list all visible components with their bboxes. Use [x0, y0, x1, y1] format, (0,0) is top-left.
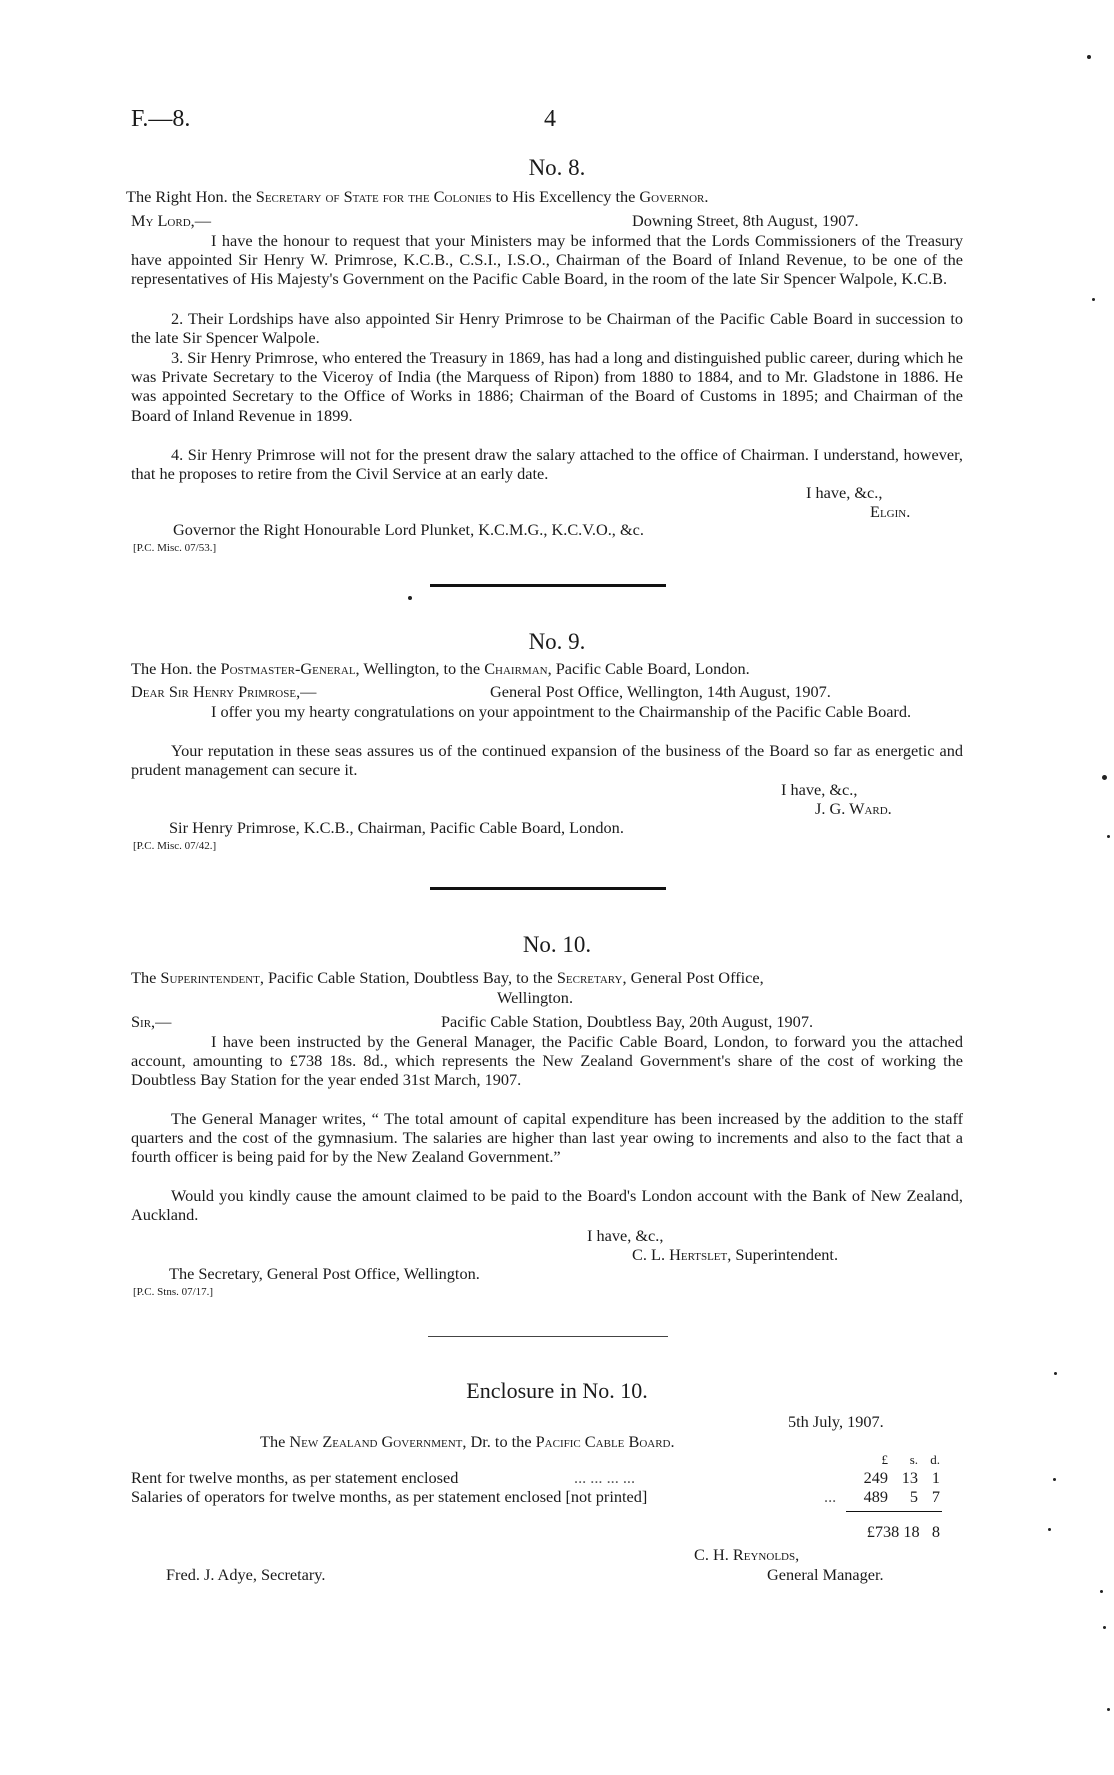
letter-8-signature: Elgin.: [870, 502, 911, 521]
account-row-pounds: 249: [863, 1468, 888, 1487]
enclosure-title: Enclosure in No. 10.: [466, 1378, 648, 1403]
scan-speck: [1100, 1590, 1103, 1593]
account-row-pence: 1: [931, 1468, 940, 1487]
letter-9-paragraph-1: I offer you my hearty congratulations on your appointment to the Chairmanship of the Pacific Cable Board.: [211, 702, 912, 721]
scan-speck: [408, 596, 412, 600]
letter-9-addressee: Sir Henry Primrose, K.C.B., Chairman, Pacific Cable Board, London.: [169, 818, 624, 837]
letter-9-signature: J. G. Ward.: [815, 799, 892, 818]
scan-speck: [1103, 1626, 1106, 1629]
scan-speck: [1054, 1372, 1057, 1375]
column-header-shillings: s.: [909, 1452, 918, 1467]
letter-10-title: No. 10.: [522, 932, 592, 957]
column-header-pence: d.: [930, 1452, 940, 1467]
letter-8-paragraph-2: 2. Their Lordships have also appointed Sir Henry Primrose to be Chairman of the Pacific Cable Board in succession to the late Sir Spencer Walpole.: [131, 309, 963, 348]
account-row-label: Rent for twelve months, as per statement enclosed: [131, 1468, 459, 1487]
scan-speck: [1048, 1528, 1051, 1531]
section-divider: [430, 887, 666, 890]
scan-speck: [1107, 835, 1110, 838]
account-row-leader: ... ... ... ...: [574, 1468, 636, 1487]
letter-8-paragraph-3: 3. Sir Henry Primrose, who entered the Treasury in 1869, has had a long and distinguished public career, during which he was Private Secretary to the Viceroy of India (the Marquess of Ripon) from 1880 to 1884, and to Mr. Gladstone in 1886. He was appointed Secretary to the Office of Works in 1886; Chairman of the Board of Customs in 1895; and Chairman of the Board of Inland Revenue in 1899.: [131, 348, 963, 425]
letter-8-closing: I have, &c.,: [806, 483, 883, 502]
letter-8-title: No. 8.: [528, 155, 586, 180]
letter-10-paragraph-3: Would you kindly cause the amount claimed to be paid to the Board's London account with the Bank of New Zealand, Auckland.: [131, 1186, 963, 1225]
account-row-shillings: 13: [901, 1468, 918, 1487]
letter-9-closing: I have, &c.,: [781, 780, 858, 799]
scan-speck: [1092, 298, 1095, 301]
letter-9-paragraph-2: Your reputation in these seas assures us of the continued expansion of the business of the Board so far as energetic and prudent management can secure it.: [131, 741, 963, 780]
enclosure-date: 5th July, 1907.: [788, 1412, 884, 1431]
manager-signature: C. H. Reynolds,: [694, 1545, 800, 1564]
letter-10-heading: The Superintendent, Pacific Cable Station, Doubtless Bay, to the Secretary, General Post Office,: [131, 968, 764, 987]
letter-8-paragraph-4: 4. Sir Henry Primrose will not for the present draw the salary attached to the office of Chairman. I understand, however, that he proposes to retire from the Civil Service at an early date.: [131, 445, 963, 484]
total-rule: [846, 1511, 942, 1512]
scan-speck: [1102, 775, 1107, 780]
letter-9-salutation: Dear Sir Henry Primrose,—: [131, 682, 317, 701]
account-row-pence: 7: [931, 1487, 940, 1506]
letter-10-addressee: The Secretary, General Post Office, Wellington.: [169, 1264, 480, 1283]
letter-10-salutation: Sir,—: [131, 1012, 172, 1031]
enclosure-heading: The New Zealand Government, Dr. to the Pacific Cable Board.: [260, 1432, 675, 1451]
letter-9-title: No. 9.: [528, 629, 586, 654]
scan-speck: [1107, 1708, 1110, 1711]
account-row-label: Salaries of operators for twelve months, as per statement enclosed [not printed]: [131, 1487, 648, 1506]
section-divider: [428, 1336, 668, 1337]
letter-8-addressee: Governor the Right Honourable Lord Plunket, K.C.M.G., K.C.V.O., &c.: [173, 520, 644, 539]
secretary-signature: Fred. J. Adye, Secretary.: [166, 1565, 326, 1584]
letter-10-paragraph-2: The General Manager writes, “ The total amount of capital expenditure has been increased by the addition to the staff quarters and the cost of the gymnasium. The salaries are higher than last year owing to increments and also to the fact that a fourth officer is being paid for by the New Zealand Government.”: [131, 1109, 963, 1167]
page-number: 4: [544, 106, 556, 132]
column-header-pounds: £: [881, 1452, 888, 1467]
letter-8-place-date: Downing Street, 8th August, 1907.: [632, 211, 859, 230]
account-row-shillings: 5: [909, 1487, 918, 1506]
paper-reference: F.—8.: [131, 106, 191, 132]
letter-8-file-reference: [P.C. Misc. 07/53.]: [133, 542, 217, 554]
letter-9-heading: The Hon. the Postmaster-General, Wellington, to the Chairman, Pacific Cable Board, London.: [131, 659, 750, 678]
letter-10-file-reference: [P.C. Stns. 07/17.]: [133, 1286, 214, 1298]
letter-10-heading-city: Wellington.: [497, 988, 574, 1007]
section-divider: [430, 584, 666, 587]
account-row-pounds: 489: [863, 1487, 888, 1506]
scan-speck: [1087, 55, 1091, 59]
letter-10-signature: C. L. Hertslet, Superintendent.: [632, 1245, 839, 1264]
scan-speck: [1053, 1478, 1056, 1481]
account-row-leader: ...: [824, 1487, 837, 1506]
letter-10-paragraph-1: I have been instructed by the General Manager, the Pacific Cable Board, London, to forward you the attached account, amounting to £738 18s. 8d., which represents the New Zealand Government's share of the cost of working the Doubtless Bay Station for the year ended 31st March, 1907.: [131, 1032, 963, 1090]
letter-9-place-date: General Post Office, Wellington, 14th August, 1907.: [490, 682, 831, 701]
letter-8-heading: The Right Hon. the Secretary of State for the Colonies to His Excellency the Governor.: [126, 187, 709, 206]
letter-10-place-date: Pacific Cable Station, Doubtless Bay, 20th August, 1907.: [441, 1012, 814, 1031]
letter-8-paragraph-1: I have the honour to request that your Ministers may be informed that the Lords Commissioners of the Treasury have appointed Sir Henry W. Primrose, K.C.B., C.S.I., I.S.O., Chairman of the Board of Inland Revenue, to be one of the representatives of His Majesty's Government on the Pacific Cable Board, in the room of the late Sir Spencer Walpole, K.C.B.: [131, 231, 963, 289]
account-total: £738 18 8: [866, 1522, 940, 1541]
letter-9-file-reference: [P.C. Misc. 07/42.]: [133, 840, 217, 852]
manager-title: General Manager.: [767, 1565, 884, 1584]
letter-10-closing: I have, &c.,: [587, 1226, 664, 1245]
letter-8-salutation: My Lord,—: [131, 211, 212, 230]
